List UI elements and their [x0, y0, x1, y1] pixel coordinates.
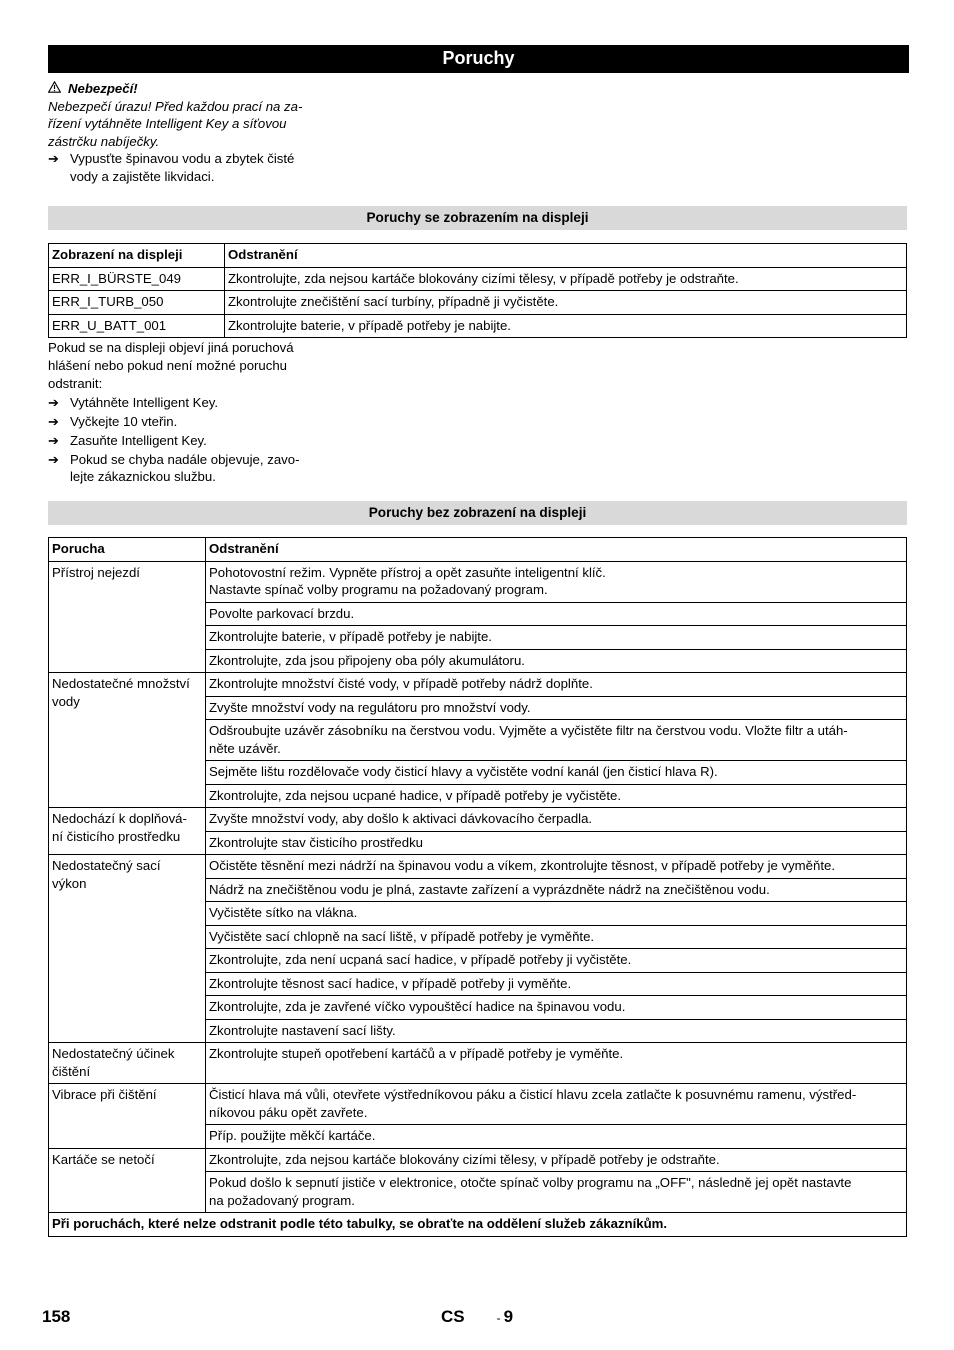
page-footer-label [441, 1307, 513, 1327]
section-heading-no-display: Poruchy bez zobrazení na displeji [48, 501, 907, 525]
info-line: odstranit: [48, 375, 103, 391]
section-page-number: 9 [503, 1307, 514, 1326]
warning-line: řízení vytáhněte Intelligent Key a síťovou [48, 116, 287, 132]
table-row [49, 808, 907, 832]
fault-cell [49, 1148, 206, 1213]
fault-line: vody [52, 693, 80, 709]
info-line: Pokud se na displeji objeví jiná poruchová [48, 340, 294, 355]
fault-line: Přístroj nejezdí [52, 564, 140, 580]
fault-cell [49, 673, 206, 808]
remedy-line: Zkontrolujte stupeň opotřebení kartáčů a v případě potřeby je vyměňte. [209, 1046, 624, 1061]
table-row [49, 855, 907, 879]
remedy-line: Zvyšte množství vody na regulátoru pro množství vody. [209, 699, 531, 715]
arrow-right-icon: ➔ [48, 413, 60, 429]
remedy-line: něte uzávěr. [209, 740, 281, 756]
table-header-row [49, 244, 907, 268]
remedy-cell [206, 972, 907, 996]
remedy-cell [206, 808, 907, 832]
remedy-line: Zkontrolujte nastavení sací lišty. [209, 1022, 396, 1038]
no-display-faults-table [48, 537, 907, 1237]
step-line: Vypusťte špinavou vodu a zbytek čisté [70, 151, 295, 167]
fault-line: ní čisticího prostředku [52, 828, 181, 844]
remedy-line: Povolte parkovací brzdu. [209, 605, 355, 621]
remedy-cell [206, 925, 907, 949]
remedy-cell [206, 996, 907, 1020]
section-heading-display: Poruchy se zobrazením na displeji [48, 206, 907, 230]
info-step [48, 432, 338, 450]
fault-line: Nedostatečný sací [52, 858, 161, 873]
remedy-line: Zvyšte množství vody, aby došlo k aktivaci dávkovacího čerpadla. [209, 811, 593, 826]
remedy-line: Čisticí hlava má vůli, otevřete výstředníkovou páku a čisticí hlavu zcela zatlačte k posuvnému ramenu, výstřed- [209, 1087, 857, 1102]
remedy-line: Zkontrolujte množství čisté vody, v případě potřeby nádrž doplňte. [209, 676, 593, 691]
remedy-cell [206, 561, 907, 602]
error-code: ERR_I_TURB_050 [49, 291, 225, 315]
arrow-right-icon: ➔ [48, 151, 60, 167]
fault-cell [49, 1084, 206, 1149]
remedy-line: Vyčistěte sací chlopně na sací liště, v případě potřeby je vyměňte. [209, 928, 595, 944]
remedy-cell [206, 1148, 907, 1172]
footer-note: Při poruchách, které nelze odstranit podle této tabulky, se obraťte na oddělení služeb zákazníkům. [49, 1213, 907, 1237]
remedy-line: Sejměte lištu rozdělovače vody čisticí hlavy a vyčistěte vodní kanál (jen čisticí hlava R). [209, 764, 718, 779]
footer-dash: - [496, 1311, 501, 1325]
column-header: Odstranění [206, 538, 907, 562]
remedy-line: na požadovaný program. [209, 1192, 355, 1208]
remedy-line: Nádrž na znečištěnou vodu je plná, zastavte zařízení a vyprázdněte nádrž na znečištěnou vodu. [209, 881, 770, 897]
remedy-cell [206, 855, 907, 879]
remedy-cell [206, 761, 907, 785]
step-line: Pokud se chyba nadále objevuje, zavo- [70, 451, 300, 467]
remedy-cell [206, 673, 907, 697]
remedy-line: Zkontrolujte, zda jsou připojeny oba póly akumulátoru. [209, 652, 525, 668]
arrow-right-icon: ➔ [48, 394, 60, 410]
remedy-cell [206, 602, 907, 626]
remedy-cell [206, 878, 907, 902]
arrow-right-icon: ➔ [48, 432, 60, 448]
remedy-line: Zkontrolujte baterie, v případě potřeby je nabijte. [209, 629, 492, 644]
table-row [49, 1084, 907, 1125]
table-row [49, 673, 907, 697]
remedy-line: Zkontrolujte těsnost sací hadice, v případě potřeby ji vyměňte. [209, 975, 572, 991]
step-line: Zasuňte Intelligent Key. [70, 432, 207, 448]
info-line: hlášení nebo pokud není možné poruchu [48, 357, 288, 373]
remedy-line: Příp. použijte měkčí kartáče. [209, 1128, 376, 1143]
remedy-line: Vyčistěte sítko na vlákna. [209, 905, 358, 920]
fault-line: Vibrace při čištění [52, 1087, 157, 1102]
fault-cell [49, 855, 206, 1043]
table-row [49, 1148, 907, 1172]
remedy-cell [206, 720, 907, 761]
column-header: Porucha [49, 538, 206, 562]
remedy-line: Pokud došlo k sepnutí jističe v elektronice, otočte spínač volby programu na „OFF", následně jej opět nastavte [209, 1175, 852, 1190]
remedy-line: Zkontrolujte, zda je zavřené víčko vypouštěcí hadice na špinavou vodu. [209, 999, 626, 1014]
remedy-cell [206, 1019, 907, 1043]
warning-heading-text: Nebezpečí! [68, 81, 138, 96]
remedy-line: Nastavte spínač volby programu na požadovaný program. [209, 582, 548, 597]
language-code: CS [441, 1307, 465, 1326]
step-line: Vyčkejte 10 vteřin. [70, 413, 178, 429]
table-header-row [49, 538, 907, 562]
warning-triangle-icon [48, 80, 62, 98]
info-step [48, 394, 338, 412]
remedy-cell [206, 626, 907, 650]
fault-line: Nedochází k doplňová- [52, 811, 187, 826]
remedy-cell [206, 1172, 907, 1213]
remedy-cell [206, 949, 907, 973]
remedy-cell [206, 1043, 907, 1084]
fault-cell [49, 561, 206, 673]
error-code: ERR_U_BATT_001 [49, 314, 225, 338]
remedy-text: Zkontrolujte znečištění sací turbíny, případně ji vyčistěte. [225, 291, 907, 315]
warning-heading [48, 80, 338, 98]
fault-cell [49, 1043, 206, 1084]
remedy-line: Odšroubujte uzávěr zásobníku na čerstvou vodu. Vyjměte a vyčistěte filtr na čerstvou vodu. Vložte filtr a utáh- [209, 723, 848, 738]
fault-line: Nedostatečné množství [52, 676, 190, 691]
step-line: vody a zajistěte likvidaci. [70, 168, 215, 184]
table-row [49, 291, 907, 315]
remedy-cell [206, 902, 907, 926]
fault-line: čištění [52, 1063, 91, 1079]
table-row [49, 267, 907, 291]
column-header: Odstranění [225, 244, 907, 268]
remedy-cell [206, 696, 907, 720]
display-faults-table [48, 243, 907, 338]
remedy-cell [206, 831, 907, 855]
page-number: 158 [42, 1307, 71, 1326]
remedy-cell [206, 1125, 907, 1149]
warning-block [48, 80, 338, 186]
remedy-cell [206, 649, 907, 673]
fault-line: Nedostatečný účinek [52, 1046, 175, 1061]
page-title: Poruchy [48, 45, 909, 73]
error-code: ERR_I_BÜRSTE_049 [49, 267, 225, 291]
table-footer-row [49, 1213, 907, 1237]
fault-cell [49, 808, 206, 855]
fault-line: výkon [52, 875, 87, 891]
step-line: lejte zákaznickou službu. [70, 469, 216, 485]
arrow-right-icon: ➔ [48, 451, 60, 467]
remedy-line: Očistěte těsnění mezi nádrží na špinavou vodu a víkem, zkontrolujte těsnost, v případě potřeby je vyměňte. [209, 858, 836, 873]
info-step [48, 451, 338, 487]
warning-line: zástrčku nabíječky. [48, 133, 160, 149]
warning-text [48, 98, 338, 151]
table-row [49, 314, 907, 338]
table-row [49, 1043, 907, 1084]
warning-line: Nebezpečí úrazu! Před každou prací na za- [48, 98, 303, 114]
fault-line: Kartáče se netočí [52, 1151, 155, 1167]
remedy-line: níkovou páku opět zavřete. [209, 1104, 368, 1120]
table-row [49, 561, 907, 602]
remedy-line: Zkontrolujte, zda nejsou kartáče blokovány cizími tělesy, v případě potřeby je odstraňte. [209, 1151, 720, 1167]
column-header: Zobrazení na displeji [49, 244, 225, 268]
remedy-cell [206, 784, 907, 808]
info-step [48, 413, 338, 431]
remedy-cell [206, 1084, 907, 1125]
step-line: Vytáhněte Intelligent Key. [70, 394, 219, 410]
remedy-text: Zkontrolujte baterie, v případě potřeby je nabijte. [225, 314, 907, 338]
info-block [48, 339, 338, 486]
remedy-line: Zkontrolujte, zda nejsou ucpané hadice, v případě potřeby je vyčistěte. [209, 787, 621, 803]
warning-step [48, 150, 338, 185]
remedy-line: Zkontrolujte, zda není ucpaná sací hadice, v případě potřeby ji vyčistěte. [209, 952, 632, 967]
remedy-line: Zkontrolujte stav čisticího prostředku [209, 834, 424, 850]
remedy-line: Pohotovostní režim. Vypněte přístroj a opět zasuňte inteligentní klíč. [209, 564, 606, 580]
remedy-text: Zkontrolujte, zda nejsou kartáče blokovány cizími tělesy, v případě potřeby je odstraňte. [225, 267, 907, 291]
